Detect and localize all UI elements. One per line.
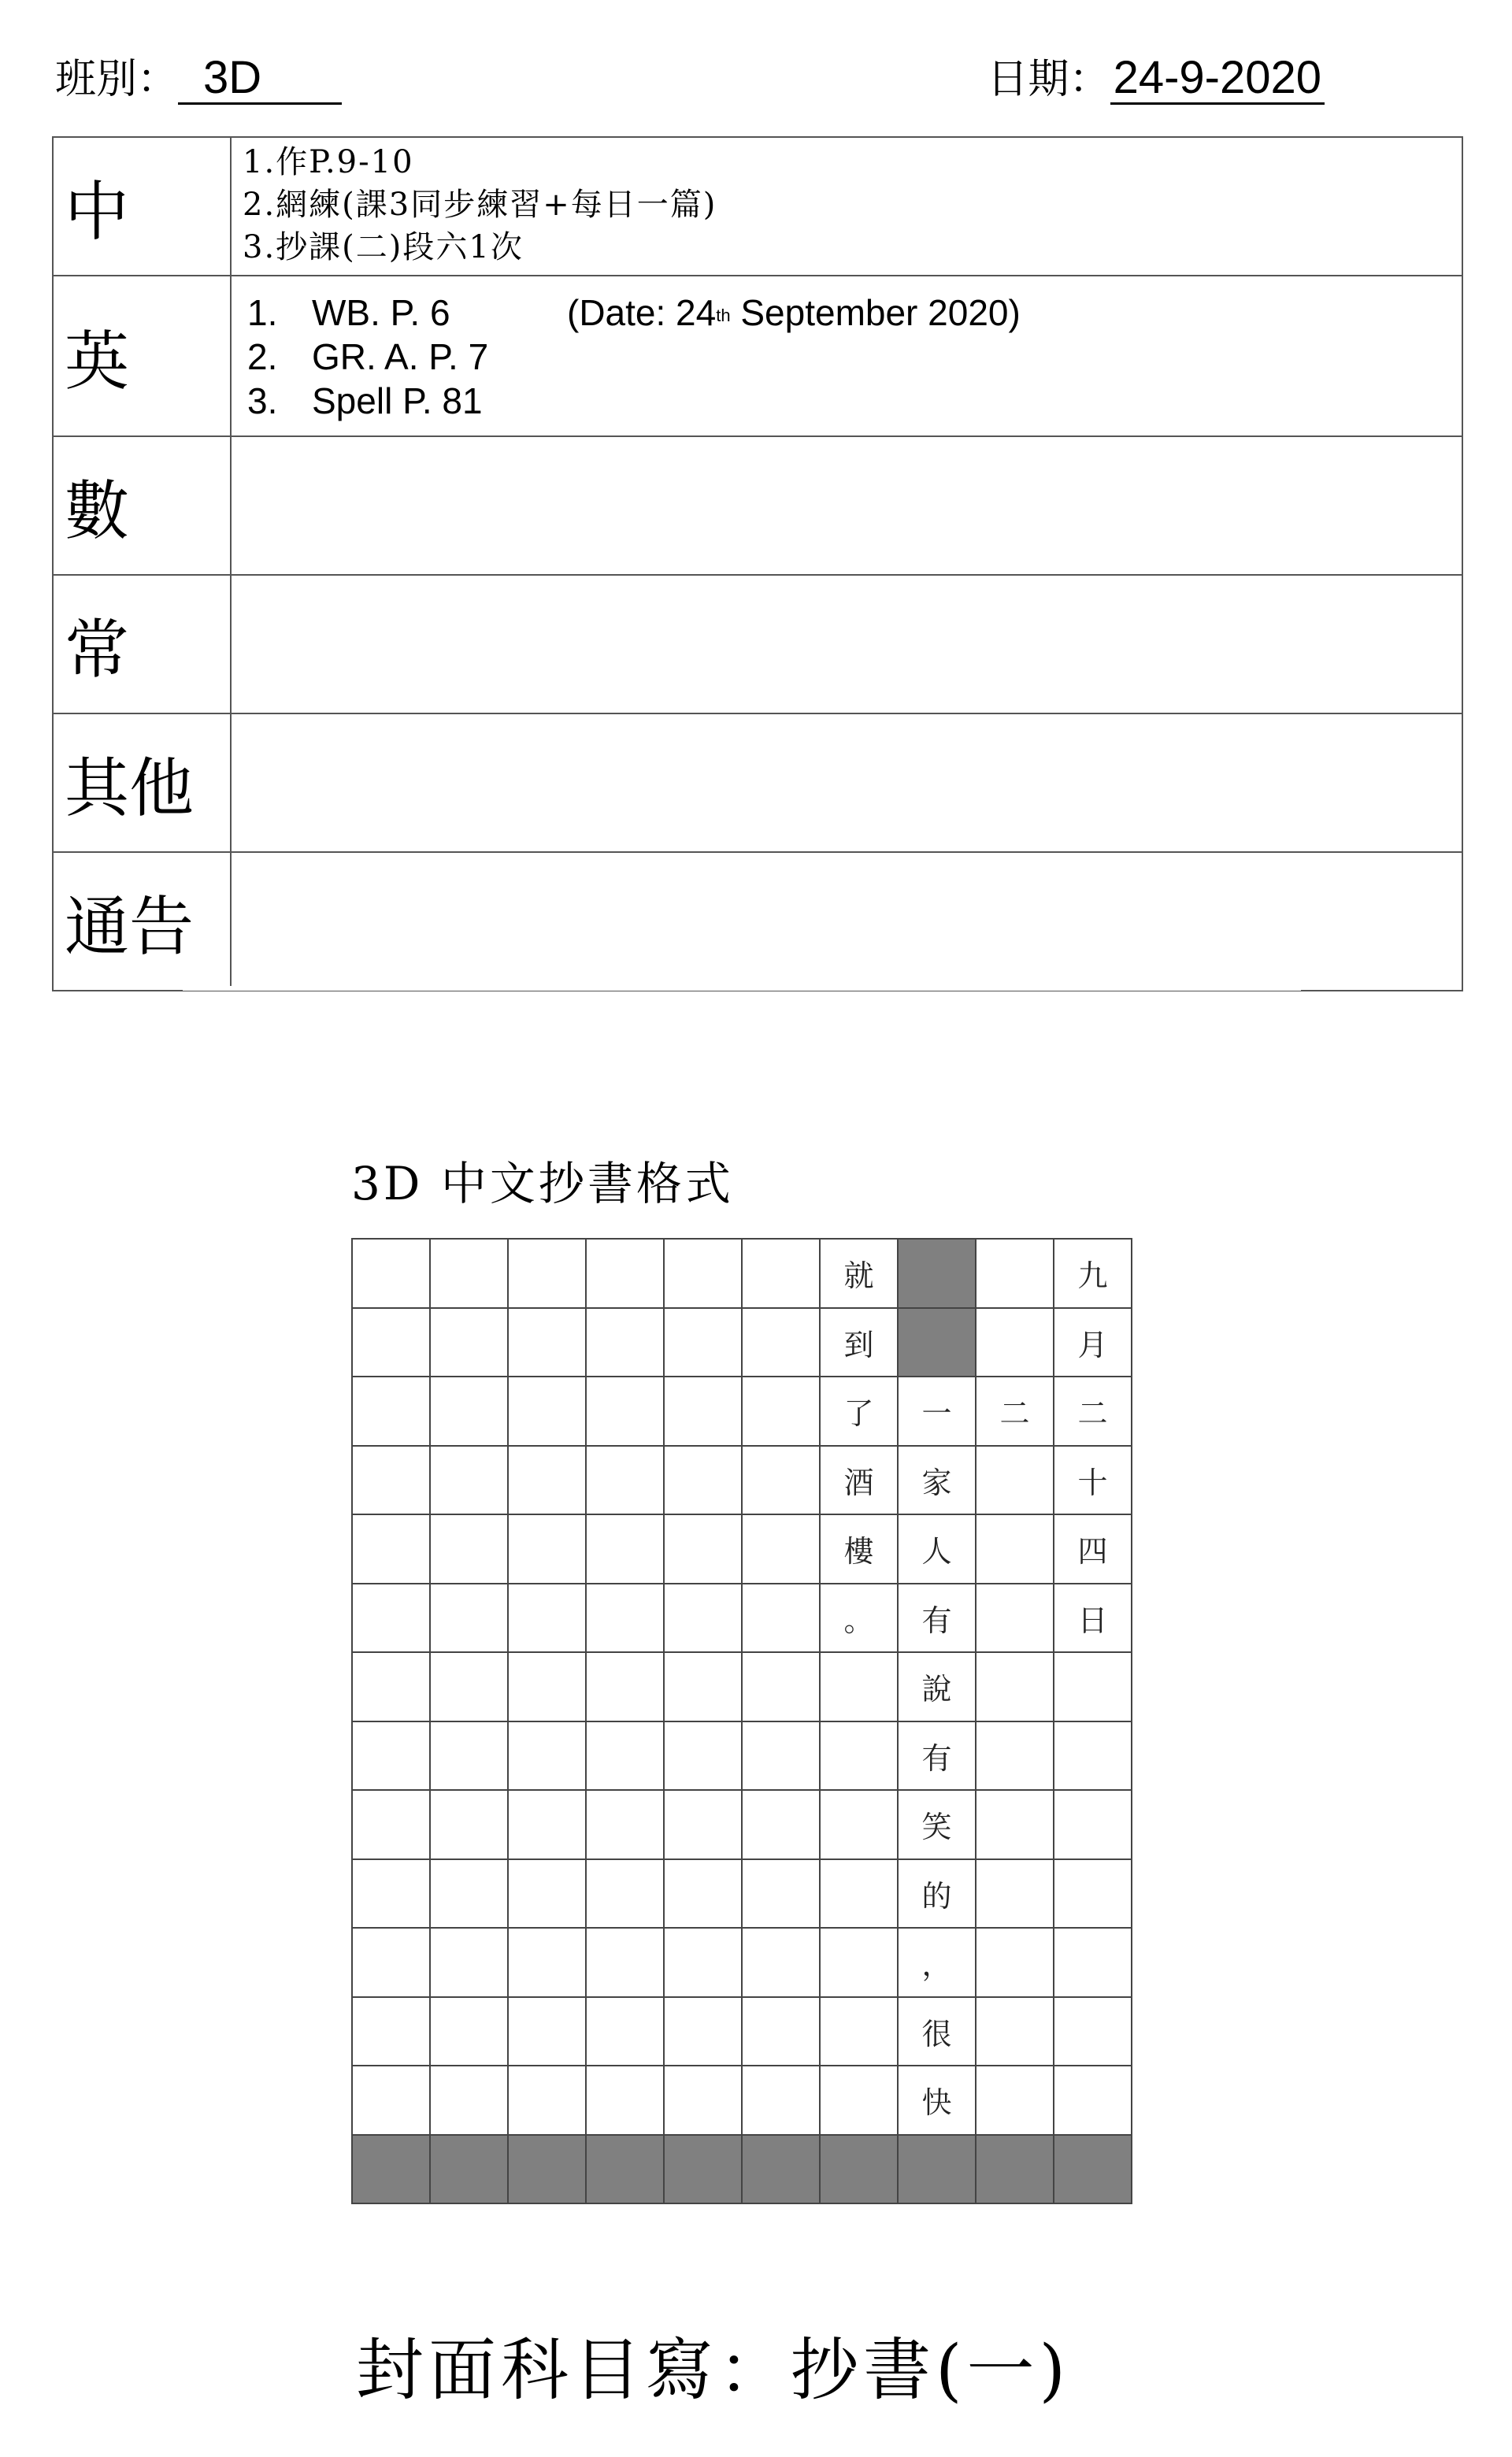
grid-cell — [899, 1240, 976, 1309]
grid-cell — [509, 1653, 587, 1722]
grid-cell — [587, 1998, 665, 2067]
table-bottom-gap — [183, 986, 1301, 991]
grid-char: 。 — [843, 1603, 874, 1638]
grid-cell — [353, 1447, 431, 1516]
grid-cell — [821, 1860, 899, 1929]
grid-char: 十 — [1077, 1465, 1108, 1500]
grid-cell — [353, 2136, 431, 2205]
grid-cell — [821, 1929, 899, 1998]
grid-cell — [743, 2066, 821, 2136]
grid-cell — [431, 1377, 509, 1447]
grid-cell — [509, 1860, 587, 1929]
grid-char: 笑 — [921, 1810, 952, 1845]
grid-cell — [899, 1998, 976, 2067]
grid-cell — [1054, 1791, 1132, 1860]
grid-cell — [665, 1998, 743, 2067]
writing-grid — [351, 1238, 1132, 2204]
grid-cell — [976, 1584, 1054, 1654]
grid-cell — [899, 1929, 976, 1998]
grid-cell — [431, 1515, 509, 1584]
grid-char: 月 — [1077, 1327, 1108, 1362]
grid-char: 四 — [1077, 1534, 1108, 1569]
grid-cell — [1054, 1722, 1132, 1792]
grid-cell — [509, 2136, 587, 2205]
grid-cell — [899, 1377, 976, 1447]
chinese-item: 3.抄課(二)段六1次 — [243, 229, 524, 265]
grid-char: 到 — [843, 1327, 874, 1362]
grid-cell — [665, 1377, 743, 1447]
row-general-studies — [54, 576, 1462, 714]
grid-cell — [1054, 1447, 1132, 1516]
grid-cell — [1054, 1240, 1132, 1309]
grid-char: 就 — [843, 1258, 874, 1294]
grid-cell — [587, 1584, 665, 1654]
grid-cell — [821, 2136, 899, 2205]
row-others — [54, 714, 1462, 853]
grid-cell — [665, 2066, 743, 2136]
grid-char: 快 — [921, 2085, 952, 2121]
grid-cell — [899, 1791, 976, 1860]
grid-cell — [353, 1309, 431, 1378]
grid-cell — [899, 1722, 976, 1792]
grid-cell — [1054, 1377, 1132, 1447]
grid-cell — [821, 1653, 899, 1722]
grid-cell — [1054, 1584, 1132, 1654]
grid-cell — [509, 1377, 587, 1447]
grid-char: 說 — [921, 1672, 952, 1707]
row-english — [54, 276, 1462, 437]
grid-cell — [587, 1929, 665, 1998]
grid-char: 二 — [999, 1396, 1030, 1432]
grid-cell — [743, 1929, 821, 1998]
grid-cell — [587, 1515, 665, 1584]
grid-char: 一 — [921, 1396, 952, 1432]
grid-cell — [976, 1998, 1054, 2067]
date-value: 24-9-2020 — [1110, 54, 1325, 105]
grid-cell — [431, 1309, 509, 1378]
grid-char: 人 — [921, 1534, 952, 1569]
grid-cell — [976, 1791, 1054, 1860]
grid-cell — [899, 1584, 976, 1654]
grid-cell — [1054, 1860, 1132, 1929]
date-field — [988, 54, 1325, 105]
grid-cell — [587, 2066, 665, 2136]
grid-cell — [899, 1515, 976, 1584]
grid-cell — [509, 2066, 587, 2136]
grid-cell — [743, 2136, 821, 2205]
notices-homework — [232, 853, 1462, 990]
grid-cell — [353, 1240, 431, 1309]
grid-cell — [509, 1722, 587, 1792]
grid-cell — [587, 1860, 665, 1929]
row-math — [54, 437, 1462, 576]
homework-table — [52, 136, 1463, 991]
copy-format-title: 3D 中文抄書格式 — [351, 1157, 734, 1210]
class-value: 3D — [178, 54, 342, 105]
grid-cell — [587, 1309, 665, 1378]
grid-cell — [743, 1722, 821, 1792]
grid-cell — [587, 1240, 665, 1309]
grid-char: 很 — [921, 2016, 952, 2051]
grid-char: 家 — [921, 1465, 952, 1500]
grid-cell — [431, 1860, 509, 1929]
grid-cell — [431, 1791, 509, 1860]
grid-cell — [353, 1584, 431, 1654]
grid-cell — [1054, 1998, 1132, 2067]
grid-cell — [431, 1240, 509, 1309]
grid-char: 有 — [921, 1740, 952, 1776]
grid-cell — [743, 1860, 821, 1929]
grid-cell — [353, 1998, 431, 2067]
grid-cell — [821, 1791, 899, 1860]
subject-general-studies: 常 — [54, 576, 232, 713]
grid-cell — [665, 1240, 743, 1309]
grid-cell — [431, 1929, 509, 1998]
grid-cell — [353, 1722, 431, 1792]
grid-cell — [665, 1309, 743, 1378]
grid-cell — [509, 1584, 587, 1654]
grid-cell — [509, 1447, 587, 1516]
grid-char: ， — [921, 1947, 952, 1983]
grid-char: 二 — [1077, 1396, 1108, 1432]
english-date-note: (Date: 24th September 2020) — [567, 292, 1021, 333]
grid-cell — [821, 1240, 899, 1309]
grid-char: 樓 — [843, 1534, 874, 1569]
grid-cell — [587, 1447, 665, 1516]
grid-cell — [821, 1998, 899, 2067]
grid-cell — [665, 1653, 743, 1722]
grid-cell — [665, 1447, 743, 1516]
grid-cell — [899, 1447, 976, 1516]
grid-char: 九 — [1077, 1258, 1108, 1294]
math-homework — [232, 437, 1462, 574]
grid-cell — [821, 1584, 899, 1654]
grid-cell — [431, 1653, 509, 1722]
grid-cell — [509, 1240, 587, 1309]
class-label: 班別： — [55, 56, 179, 103]
grid-cell — [431, 1584, 509, 1654]
grid-cell — [821, 1447, 899, 1516]
grid-char: 有 — [921, 1603, 952, 1638]
grid-cell — [353, 1377, 431, 1447]
grid-cell — [899, 2066, 976, 2136]
grid-cell — [431, 2136, 509, 2205]
grid-cell — [1054, 2066, 1132, 2136]
grid-cell — [353, 1653, 431, 1722]
row-notices — [54, 853, 1462, 991]
grid-cell — [976, 1240, 1054, 1309]
grid-cell — [976, 2066, 1054, 2136]
grid-cell — [665, 1791, 743, 1860]
grid-cell — [587, 1377, 665, 1447]
subject-chinese: 中 — [54, 138, 232, 275]
cover-instruction: 封面科目寫：抄書(一) — [356, 2331, 1071, 2410]
grid-cell — [353, 1791, 431, 1860]
grid-cell — [976, 1653, 1054, 1722]
grid-cell — [665, 1722, 743, 1792]
grid-cell — [743, 1240, 821, 1309]
grid-cell — [509, 1309, 587, 1378]
grid-cell — [743, 1515, 821, 1584]
subject-others: 其他 — [54, 714, 232, 851]
grid-cell — [1054, 1515, 1132, 1584]
grid-cell — [899, 1309, 976, 1378]
date-label: 日期： — [987, 56, 1110, 103]
grid-cell — [587, 1653, 665, 1722]
grid-cell — [587, 1791, 665, 1860]
subject-notices: 通告 — [54, 853, 232, 990]
grid-cell — [976, 2136, 1054, 2205]
grid-char: 的 — [921, 1878, 952, 1914]
grid-cell — [743, 1447, 821, 1516]
grid-cell — [353, 1515, 431, 1584]
grid-cell — [821, 1309, 899, 1378]
grid-cell — [353, 2066, 431, 2136]
general-studies-homework — [232, 576, 1462, 713]
row-chinese — [54, 138, 1462, 276]
grid-cell — [899, 1860, 976, 1929]
grid-cell — [821, 2066, 899, 2136]
grid-cell — [509, 1515, 587, 1584]
grid-cell — [976, 1929, 1054, 1998]
grid-cell — [1054, 1653, 1132, 1722]
grid-cell — [431, 1998, 509, 2067]
grid-cell — [743, 1309, 821, 1378]
grid-cell — [976, 1515, 1054, 1584]
chinese-homework — [232, 138, 1462, 275]
grid-cell — [587, 2136, 665, 2205]
grid-cell — [976, 1309, 1054, 1378]
grid-cell — [743, 1584, 821, 1654]
grid-cell — [743, 1653, 821, 1722]
chinese-item: 2.網練(課3同步練習+每日一篇) — [243, 187, 717, 223]
english-item: 3. Spell P. 81 — [247, 380, 483, 421]
english-homework — [232, 276, 1462, 435]
grid-cell — [976, 1722, 1054, 1792]
grid-char: 了 — [843, 1396, 874, 1432]
others-homework — [232, 714, 1462, 851]
grid-cell — [665, 2136, 743, 2205]
grid-cell — [509, 1791, 587, 1860]
grid-cell — [1054, 1929, 1132, 1998]
grid-cell — [743, 1377, 821, 1447]
grid-cell — [899, 2136, 976, 2205]
chinese-item: 1.作P.9-10 — [243, 144, 414, 180]
subject-math: 數 — [54, 437, 232, 574]
grid-cell — [743, 1998, 821, 2067]
grid-cell — [665, 1584, 743, 1654]
grid-cell — [976, 1447, 1054, 1516]
grid-cell — [1054, 1309, 1132, 1378]
grid-char: 日 — [1077, 1603, 1108, 1638]
grid-cell — [353, 1860, 431, 1929]
grid-cell — [1054, 2136, 1132, 2205]
grid-cell — [665, 1515, 743, 1584]
grid-char: 酒 — [843, 1465, 874, 1500]
english-item: 1. WB. P. 6 — [247, 292, 450, 333]
english-item: 2. GR. A. P. 7 — [247, 336, 489, 377]
grid-cell — [587, 1722, 665, 1792]
class-field — [55, 54, 342, 105]
grid-cell — [821, 1722, 899, 1792]
grid-cell — [431, 1447, 509, 1516]
grid-cell — [976, 1860, 1054, 1929]
grid-cell — [665, 1860, 743, 1929]
grid-cell — [431, 1722, 509, 1792]
grid-cell — [353, 1929, 431, 1998]
grid-cell — [821, 1515, 899, 1584]
subject-english: 英 — [54, 276, 232, 435]
grid-cell — [976, 1377, 1054, 1447]
grid-cell — [665, 1929, 743, 1998]
grid-cell — [509, 1929, 587, 1998]
grid-cell — [509, 1998, 587, 2067]
grid-cell — [431, 2066, 509, 2136]
grid-cell — [899, 1653, 976, 1722]
grid-cell — [821, 1377, 899, 1447]
grid-cell — [743, 1791, 821, 1860]
